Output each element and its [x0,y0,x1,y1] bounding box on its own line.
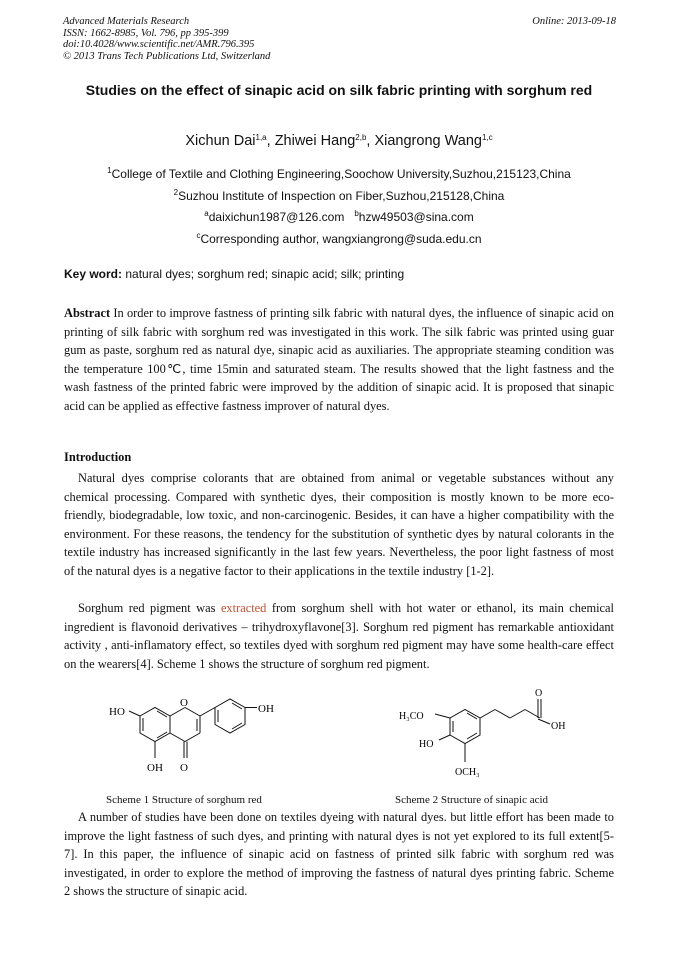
page-header-left [63,16,270,62]
online-date: Online: 2013-09-18 [532,16,616,27]
oh-bottom-label: OH [147,762,163,774]
author-sup: 2,b [355,133,367,142]
abstract-label: Abstract [64,306,111,320]
ring-oxygen-label: O [180,697,188,709]
ho-label: HO [419,739,434,750]
email-line: $^a$daixichun1987@126.com $^b$hzw49503@sina.com [204,209,474,224]
scheme2-caption: Scheme 2 Structure of sinapic acid [395,794,549,806]
issn-line: ISSN: 1662-8985, Vol. 796, pp 395-399 [63,27,229,39]
author-sup: 1,a [255,133,267,142]
email-a[interactable]: daixichun1987@126.com [208,210,345,224]
author-name: Xiangrong Wang [374,133,482,149]
scheme2-structure [395,684,595,794]
affiliation-2: $^2$Suzhou Institute of Inspection on Fiber,Suzhou,215128,China [173,188,505,203]
ketone-oxygen-label: O [180,762,188,774]
intro-paragraph-3: A number of studies have been done on textiles dyeing with natural dyes. but little effort has been made to improve the light fastness of such dyes, and printing with natural dyes is not yet explored to its full extent[5-7]. In this paper, the influence of sinapic acid on fastness of printed silk fabric with sorghum red was investigated, in order to explore the method of improving the fastness of natural dyes printing fabric. Scheme 2 shows the structure of sinapic acid. [64,810,614,899]
author-name: Xichun Dai [185,133,256,149]
keywords-text: natural dyes; sorghum red; sinapic acid; silk; printing [122,267,405,281]
highlighted-word: extracted [220,601,267,615]
intro-paragraph-1: Natural dyes comprise colorants that are obtained from animal or vegetable substances without any chemical processing. Compared with synthetic dyes, their composition is mostly known to be more eco-friendly, biodegradable, low toxic, and non-carcinogenic. Besides, it can have a higher compatibility with the environment. For these reasons, the tendency for the substitution of synthetic dyes by natural colorants in the textile industry has increased significantly in the last few years. Nevertheless, the poor light fastness of most of the natural dyes is a negative factor to their applications in the textile industry [1-2]. [64,471,614,578]
abstract-text: In order to improve fastness of printing silk fabric with natural dyes, the influence of sinapic acid on printing of silk fabric with sorghum red was investigated in this work. The silk fabric was printed using guar gum as paste, sorghum red as natural dye, sinapic acid as auxiliaries. The appropriate steaming condition was the temperature 100℃, time 15min and saturated steam. The results showed that the light fastness and the wash fastness of the printed fabric were improved by the addition of sinapic acid. It is proposed that sinapic acid can be applied as effective fastness improver of natural dyes. [64,306,614,413]
author-list: Xichun Dai$^{1,a}$, Zhiwei Hang$^{2,b}$, Xiangrong Wang$^{1,c}$ [185,133,493,149]
scheme1-caption: Scheme 1 Structure of sorghum red [106,794,262,806]
ho-label: HO [109,706,125,718]
copyright-line: © 2013 Trans Tech Publications Ltd, Switzerland [63,50,271,62]
keywords [64,267,404,281]
doi-line: doi:10.4028/www.scientific.net/AMR.796.395 [63,39,255,50]
oh-right-label: OH [258,703,274,715]
acid-oh-label: OH [551,721,566,732]
journal-name: Advanced Materials Research [63,16,190,27]
email-b[interactable]: hzw49503@sina.com [358,210,474,224]
section-heading-introduction: Introduction [64,450,132,464]
och3-label: OCH₃ [455,767,480,778]
h3co-label: H₃CO [399,711,424,722]
affiliation-1: $^1$College of Textile and Clothing Engineering,Soochow University,Suzhou,215123,China [107,166,571,181]
intro-paragraph-2: Sorghum red pigment was extracted from sorghum shell with hot water or ethanol, its main chemical ingredient is flavonoid derivatives – trihydroxyflavone[3]. Sorghum red pigment has remarkable antioxidant activity , anti-inflamatory effect, so textiles dyed with sorghum red pigment may have some health-care effect on the wearers[4]. Scheme 1 shows the structure of sorghum red pigment. [64,601,614,671]
corresponding-author: $^c$Corresponding author, wangxiangrong@suda.edu.cn [196,231,482,246]
abstract [64,304,614,416]
paper-title: Studies on the effect of sinapic acid on silk fabric printing with sorghum red [85,82,593,98]
carbonyl-oxygen-label: O [535,688,543,699]
author-name: Zhiwei Hang [274,133,356,149]
author-sup: 1,c [481,133,493,142]
keywords-label: Key word: [64,267,123,281]
scheme1-structure [105,692,305,792]
